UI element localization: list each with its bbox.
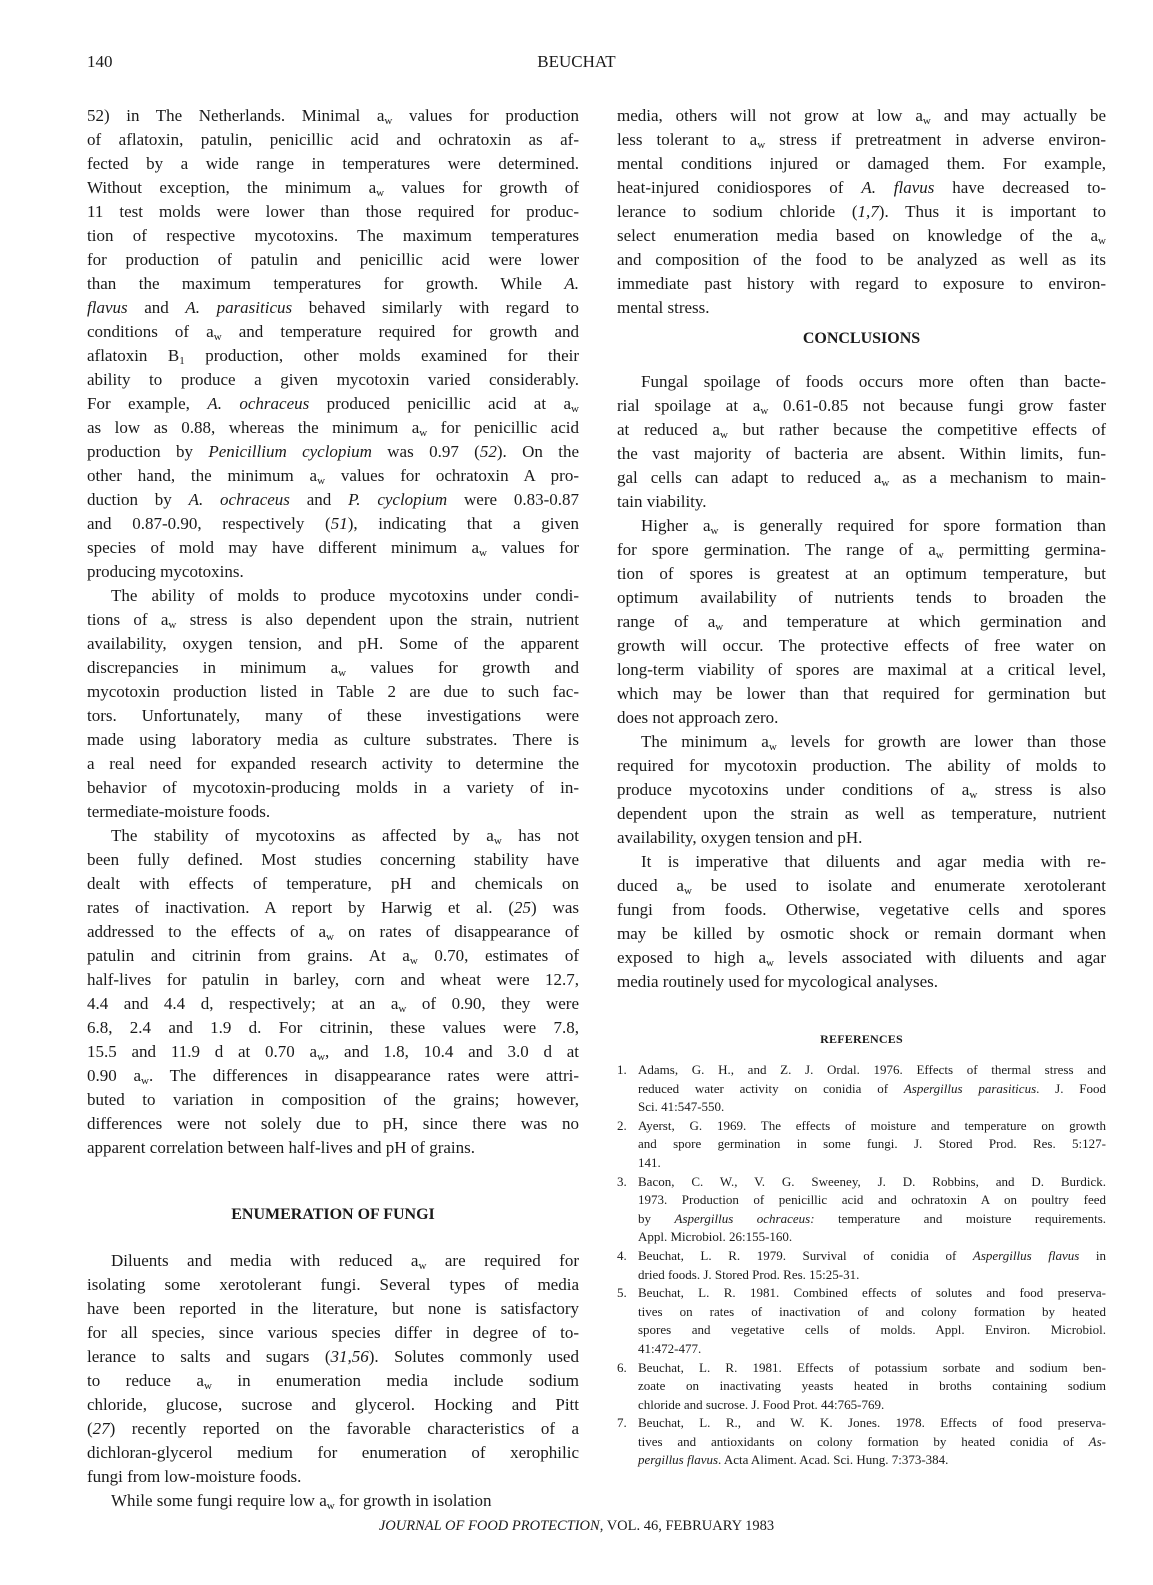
text-line: It is imperative that diluents and agar media with re-	[641, 852, 1106, 871]
text-line: lerance to sodium chloride (1,7). Thus it is important to	[617, 202, 1106, 221]
text-line: behavior of mycotoxin-producing molds in a variety of in-	[87, 778, 579, 797]
body-paragraph	[87, 1489, 579, 1513]
text-line: patulin and citrinin from grains. At $a_w$ 0.70, estimates of	[87, 946, 580, 967]
text-line: less tolerant to $a_w$ stress if pretreatment in adverse environ-	[617, 130, 1106, 151]
text-line: for all species, since various species differ in degree of to-	[87, 1323, 579, 1342]
reference-line: dried foods. J. Stored Prod. Res. 15:25-31.	[638, 1266, 860, 1282]
reference-item	[617, 1117, 1106, 1173]
text-line: mental stress.	[617, 298, 710, 317]
text-line: isolating some xerotolerant fungi. Several types of media	[87, 1275, 579, 1294]
text-line: of aflatoxin, patulin, penicillic acid and ochratoxin as af-	[87, 130, 579, 149]
references-list	[617, 1061, 1106, 1470]
text-line: rates of inactivation. A report by Harwig et al. (25) was	[87, 898, 579, 917]
text-line: heat-injured conidiospores of A. flavus have decreased to-	[617, 178, 1106, 197]
text-line: dealt with effects of temperature, pH and chemicals on	[87, 874, 579, 893]
text-line: long-term viability of spores are maximal at a critical level,	[617, 660, 1106, 679]
reference-number: 4.	[617, 1247, 627, 1263]
text-line: availability, oxygen tension, and pH. Some of the apparent	[87, 634, 579, 653]
reference-number: 5.	[617, 1285, 627, 1301]
text-line: tion of respective mycotoxins. The maximum temperatures	[87, 226, 579, 245]
text-line: availability, oxygen tension and pH.	[617, 828, 863, 847]
reference-item	[617, 1061, 1106, 1117]
text-line: The stability of mycotoxins as affected by $a_w$ has not	[111, 826, 580, 847]
text-line: dependent upon the strain as well as temperature, nutrient	[617, 804, 1106, 823]
text-line: dichloran-glycerol medium for enumeration of xerophilic	[87, 1443, 579, 1462]
reference-line: pergillus flavus. Acta Aliment. Acad. Sci. Hung. 7:373-384.	[638, 1452, 949, 1468]
body-paragraph	[87, 584, 579, 824]
text-line: tain viability.	[617, 492, 707, 511]
reference-item	[617, 1173, 1106, 1247]
text-line: produce mycotoxins under conditions of $a_w$ stress is also	[617, 780, 1107, 801]
reference-number: 2.	[617, 1117, 627, 1133]
text-line: For example, A. ochraceus produced penicillic acid at $a_w$	[87, 394, 579, 415]
body-paragraph	[87, 104, 579, 584]
body-paragraph	[617, 104, 1106, 320]
text-line: termediate-moisture foods.	[87, 802, 271, 821]
reference-line: Beuchat, L. R., and W. K. Jones. 1978. Effects of food preserva-	[638, 1415, 1106, 1431]
body-paragraph	[617, 850, 1106, 994]
text-line: tions of $a_w$ stress is also dependent upon the strain, nutrient	[87, 610, 579, 631]
reference-line: spores and vegetative cells of molds. Appl. Environ. Microbiol.	[638, 1322, 1106, 1338]
text-line: chloride, glucose, sucrose and glycerol. Hocking and Pitt	[87, 1395, 579, 1414]
reference-line: Beuchat, L. R. 1981. Effects of potassium sorbate and sodium ben-	[638, 1359, 1106, 1375]
text-line: exposed to high $a_w$ levels associated with diluents and agar	[617, 948, 1106, 969]
text-line: Higher $a_w$ is generally required for spore formation than	[641, 516, 1106, 537]
text-line: ability to produce a given mycotoxin varied considerably.	[87, 370, 579, 389]
reference-line: tives and antioxidants on colony formation by heated conidia of As-	[638, 1433, 1106, 1449]
text-line: fungi from low-moisture foods.	[87, 1467, 302, 1486]
reference-number: 1.	[617, 1062, 627, 1077]
text-line: 6.8, 2.4 and 1.9 d. For citrinin, these values were 7.8,	[87, 1018, 579, 1037]
reference-line: by Aspergillus ochraceus: temperature and moisture requirements.	[638, 1210, 1107, 1226]
text-line: may be killed by osmotic shock or remain dormant when	[617, 924, 1106, 943]
running-title: BEUCHAT	[537, 52, 616, 71]
text-line: 0.90 $a_w$. The differences in disappearance rates were attri-	[87, 1066, 580, 1087]
text-line: mycotoxin production listed in Table 2 are due to such fac-	[87, 682, 579, 701]
reference-line: 41:472-477.	[638, 1340, 702, 1356]
text-line: been fully defined. Most studies concerning stability have	[87, 850, 579, 869]
text-line: Without exception, the minimum $a_w$ values for growth of	[87, 178, 580, 199]
text-line: for production of patulin and penicillic acid were lower	[87, 250, 579, 269]
text-line: range of $a_w$ and temperature at which germination and	[617, 612, 1106, 633]
text-line: 11 test molds were lower than those required for produc-	[87, 202, 579, 221]
reference-line: 1973. Production of penicillic acid and ochratoxin A on poultry feed	[638, 1192, 1106, 1208]
reference-number: 6.	[617, 1359, 627, 1375]
text-line: differences were not solely due to pH, since there was no	[87, 1114, 579, 1133]
left-column	[87, 104, 579, 1513]
reference-number: 3.	[617, 1173, 627, 1189]
text-line: to reduce $a_w$ in enumeration media include sodium	[87, 1371, 579, 1392]
text-line: The minimum $a_w$ levels for growth are lower than those	[641, 732, 1107, 753]
body-paragraph	[87, 824, 579, 1160]
section-heading-conclusions: CONCLUSIONS	[802, 330, 921, 347]
text-line: and composition of the food to be analyzed as well as its	[617, 250, 1106, 269]
reference-number: 7.	[617, 1415, 627, 1431]
journal-footer	[0, 1518, 1153, 1535]
references-heading: REFERENCES	[820, 1032, 903, 1046]
reference-item	[617, 1414, 1106, 1470]
text-line: While some fungi require low $a_w$ for growth in isolation	[111, 1491, 492, 1512]
text-line: and 0.87-0.90, respectively (51), indicating that a given	[87, 514, 580, 533]
text-line: which may be lower than that required for germination but	[617, 684, 1106, 703]
reference-item	[617, 1284, 1106, 1358]
body-paragraph	[617, 514, 1106, 730]
reference-line: Adams, G. H., and Z. J. Ordal. 1976. Effects of thermal stress and	[638, 1062, 1106, 1077]
journal-issue: , VOL. 46, FEBRUARY 1983	[599, 1518, 775, 1534]
text-line: immediate past history with regard to exposure to environ-	[617, 274, 1106, 293]
text-line: a real need for expanded research activity to determine the	[87, 754, 579, 773]
reference-line: 141.	[638, 1154, 661, 1170]
text-line: production by Penicillium cyclopium was 0.97 (52). On the	[87, 442, 579, 461]
reference-line: Ayerst, G. 1969. The effects of moisture and temperature on growth	[638, 1117, 1106, 1133]
text-line: the vast majority of bacteria are absent. Within limits, fun-	[617, 444, 1106, 463]
text-line: gal cells can adapt to reduced $a_w$ as a mechanism to main-	[617, 468, 1106, 489]
text-line: tors. Unfortunately, many of these investigations were	[87, 706, 579, 725]
reference-item	[617, 1247, 1106, 1284]
reference-line: tives on rates of inactivation of and colony formation by heated	[638, 1303, 1106, 1319]
text-line: duction by A. ochraceus and P. cyclopium were 0.83-0.87	[87, 490, 579, 509]
reference-line: Bacon, C. W., V. G. Sweeney, J. D. Robbins, and D. Burdick.	[638, 1173, 1106, 1189]
text-line: buted to variation in composition of the grains; however,	[87, 1090, 579, 1109]
text-line: 52) in The Netherlands. Minimal $a_w$ values for production	[87, 106, 580, 127]
text-line: (27) recently reported on the favorable characteristics of a	[87, 1419, 579, 1438]
text-line: mental conditions injured or damaged them. For example,	[617, 154, 1106, 173]
text-line: select enumeration media based on knowledge of the $a_w$	[617, 226, 1106, 247]
text-line: than the maximum temperatures for growth. While A.	[87, 274, 579, 293]
text-line: addressed to the effects of $a_w$ on rates of disappearance of	[87, 922, 580, 943]
reference-item	[617, 1359, 1106, 1415]
text-line: does not approach zero.	[617, 708, 779, 727]
text-line: The ability of molds to produce mycotoxins under condi-	[111, 586, 579, 605]
right-column	[617, 104, 1106, 1470]
text-line: producing mycotoxins.	[87, 562, 244, 581]
text-line: conditions of $a_w$ and temperature required for growth and	[87, 322, 579, 343]
text-line: fected by a wide range in temperatures were determined.	[87, 154, 579, 173]
text-line: discrepancies in minimum $a_w$ values for growth and	[87, 658, 579, 679]
text-line: media routinely used for mycological analyses.	[617, 972, 939, 991]
text-line: aflatoxin $B_1$ production, other molds examined for their	[87, 346, 579, 367]
text-line: have been reported in the literature, but none is satisfactory	[87, 1299, 579, 1318]
reference-line: Beuchat, L. R. 1981. Combined effects of solutes and food preserva-	[638, 1285, 1106, 1301]
reference-line: and spore germination in some fungi. J. Stored Prod. Res. 5:127-	[638, 1136, 1106, 1152]
text-line: growth will occur. The protective effects of free water on	[617, 636, 1106, 655]
text-line: 4.4 and 4.4 d, respectively; at an $a_w$ of 0.90, they were	[87, 994, 579, 1015]
body-paragraph	[617, 370, 1106, 514]
text-line: fungi from foods. Otherwise, vegetative cells and spores	[617, 900, 1106, 919]
reference-line: zoate on inactivating yeasts heated in broths containing sodium	[638, 1378, 1106, 1394]
body-paragraph	[617, 730, 1106, 850]
text-line: made using laboratory media as culture substrates. There is	[87, 730, 579, 749]
text-line: rial spoilage at $a_w$ 0.61-0.85 not because fungi grow faster	[617, 396, 1106, 417]
text-line: Fungal spoilage of foods occurs more often than bacte-	[641, 372, 1106, 391]
reference-line: Sci. 41:547-550.	[638, 1099, 725, 1115]
body-paragraph	[87, 1249, 579, 1489]
text-line: as low as 0.88, whereas the minimum $a_w$ for penicillic acid	[87, 418, 579, 439]
text-line: apparent correlation between half-lives and pH of grains.	[87, 1138, 476, 1157]
text-line: Diluents and media with reduced $a_w$ are required for	[111, 1251, 579, 1272]
text-line: flavus and A. parasiticus behaved similarly with regard to	[87, 298, 580, 317]
text-line: required for mycotoxin production. The ability of molds to	[617, 756, 1106, 775]
reference-line: reduced water activity on conidia of Aspergillus parasiticus. J. Food	[638, 1080, 1106, 1096]
journal-name: JOURNAL OF FOOD PROTECTION	[378, 1518, 600, 1534]
text-line: half-lives for patulin in barley, corn and wheat were 12.7,	[87, 970, 579, 989]
page-number: 140	[87, 52, 113, 71]
text-line: species of mold may have different minimum $a_w$ values for	[87, 538, 579, 559]
text-line: at reduced $a_w$ but rather because the competitive effects of	[617, 420, 1106, 441]
section-heading-enumeration: ENUMERATION OF FUNGI	[231, 1206, 435, 1223]
reference-line: Appl. Microbiol. 26:155-160.	[638, 1229, 793, 1245]
text-line: other hand, the minimum $a_w$ values for ochratoxin A pro-	[87, 466, 579, 487]
text-line: lerance to salts and sugars (31,56). Solutes commonly used	[87, 1347, 579, 1366]
text-line: duced $a_w$ be used to isolate and enumerate xerotolerant	[617, 876, 1106, 897]
text-line: tion of spores is greatest at an optimum temperature, but	[617, 564, 1106, 583]
reference-line: Beuchat, L. R. 1979. Survival of conidia of Aspergillus flavus in	[638, 1247, 1106, 1263]
reference-line: chloride and sucrose. J. Food Prot. 44:765-769.	[638, 1396, 885, 1412]
text-line: optimum availability of nutrients tends to broaden the	[617, 588, 1106, 607]
text-line: media, others will not grow at low $a_w$ and may actually be	[617, 106, 1106, 127]
text-line: 15.5 and 11.9 d at 0.70 $a_w$, and 1.8, 10.4 and 3.0 d at	[87, 1042, 579, 1063]
text-line: for spore germination. The range of $a_w$ permitting germina-	[617, 540, 1106, 561]
